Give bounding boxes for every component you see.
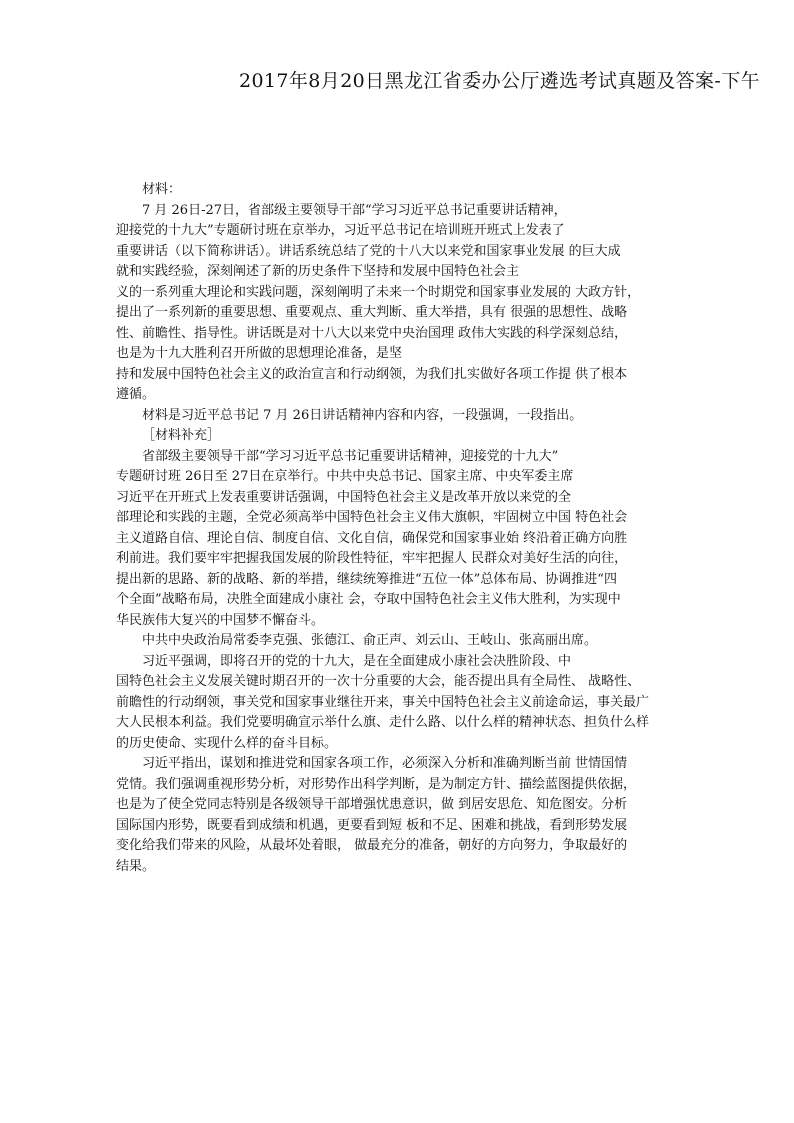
- text-line: 习近平指出，谋划和推进党和国家各项工作，必须深入分析和准确判断当前 世情国情: [142, 756, 628, 771]
- document-body: [116, 180, 706, 877]
- text-line: 也是为了使全党同志特别是各级领导干部增强忧患意识，做 到居安思危、知危图安。分析: [116, 797, 628, 812]
- text-line: ［材料补充］: [142, 428, 221, 443]
- text-line: 习近平强调，即将召开的党的十九大，是在全面建成小康社会决胜阶段、中: [142, 653, 572, 669]
- text-line: 个全面”战略布局，决胜全面建成小康社 会，夺取中国特色社会主义伟大胜利，为实现中: [116, 592, 621, 607]
- text-line: 重要讲话（以下简称讲话）。讲话系统总结了党的十八大以来党和国家事业发展 的巨大成: [116, 243, 621, 259]
- text-line: 前瞻性的行动纲领，事关党和国家事业继往开来，事关中国特色社会主义前途命运，事关最广: [116, 694, 650, 710]
- text-line: 迎接党的十九大”专题研讨班在京举办，习近平总书记在培训班开班式上发表了: [116, 223, 565, 238]
- text-line: 专题研讨班 26日至 27日在京举行。中共中央总书记、国家主席、中央军委主席: [116, 469, 574, 484]
- text-line: 华民族伟大复兴的中国梦不懈奋斗。: [116, 612, 325, 628]
- text-line: 变化给我们带来的风险，从最坏处着眼， 做最充分的准备，朝好的方向努力，争取最好的: [116, 838, 628, 853]
- text-line: 结果。: [116, 858, 156, 874]
- text-line: 义的一系列重大理论和实践问题，深刻阐明了未来一个时期党和国家事业发展的 大政方针，: [116, 284, 641, 300]
- text-line: 习近平在开班式上发表重要讲话强调，中国特色社会主义是改革开放以来党的全: [116, 489, 572, 505]
- text-line: 部理论和实践的主题，全党必须高举中国特色社会主义伟大旗帜，牢固树立中国 特色社会: [116, 510, 628, 525]
- text-line: 国际国内形势，既要看到成绩和机遇，更要看到短 板和不足、困难和挑战，看到形势发展: [116, 817, 628, 833]
- text-line: 材料是习近平总书记 7 月 26日讲话精神内容和内容，一段强调，一段指出。: [142, 407, 583, 423]
- text-line: 提出新的思路、新的战略、新的举措，继续统筹推进“五位一体”总体布局、协调推进“四: [116, 571, 617, 587]
- text-line: 材料：: [142, 182, 182, 197]
- text-line: 利前进。我们要牢牢把握我国发展的阶段性特征，牢牢把握人 民群众对美好生活的向往，: [116, 551, 628, 566]
- text-line: 持和发展中国特色社会主义的政治宣言和行动纲领，为我们扎实做好各项工作提 供了根本: [116, 366, 628, 382]
- text-line: 7 月 26日-27日，省部级主要领导干部“学习习近平总书记重要讲话精神，: [142, 202, 567, 218]
- text-line: 省部级主要领导干部“学习习近平总书记重要讲话精神，迎接党的十九大”: [142, 448, 559, 464]
- text-line: 遵循。: [116, 387, 156, 402]
- page-title: 2017年8月20日黑龙江省委办公厅遴选考试真题及答案-下午: [238, 70, 760, 92]
- text-line: 中共中央政治局常委李克强、张德江、俞正声、刘云山、王岐山、张高丽出席。: [142, 633, 598, 648]
- text-line: 大人民根本利益。我们党要明确宣示举什么旗、走什么路、以什么样的精神状态、担负什么样: [116, 715, 650, 730]
- text-line: 性、前瞻性、指导性。讲话既是对十八大以来党中央治国理 政伟大实践的科学深刻总结，: [116, 325, 628, 341]
- text-line: 党情。我们强调重视形势分析，对形势作出科学判断，是为制定方针、描绘蓝图提供依据，: [116, 776, 637, 792]
- text-line: 就和实践经验，深刻阐述了新的历史条件下坚持和发展中国特色社会主: [116, 264, 520, 279]
- text-line: 提出了一系列新的重要思想、重要观点、重大判断、重大举措，具有 很强的思想性、战略: [116, 305, 628, 320]
- text-line: 国特色社会主义发展关键时期召开的一次十分重要的大会，能否提出具有全局性、 战略性、: [116, 674, 641, 689]
- text-line: 的历史使命、实现什么样的奋斗目标。: [116, 735, 338, 751]
- text-line: 也是为十九大胜利召开所做的思想理论准备，是坚: [116, 346, 403, 361]
- text-line: 主义道路自信、理论自信、制度自信、文化自信，确保党和国家事业始 终沿着正确方向胜: [116, 530, 628, 546]
